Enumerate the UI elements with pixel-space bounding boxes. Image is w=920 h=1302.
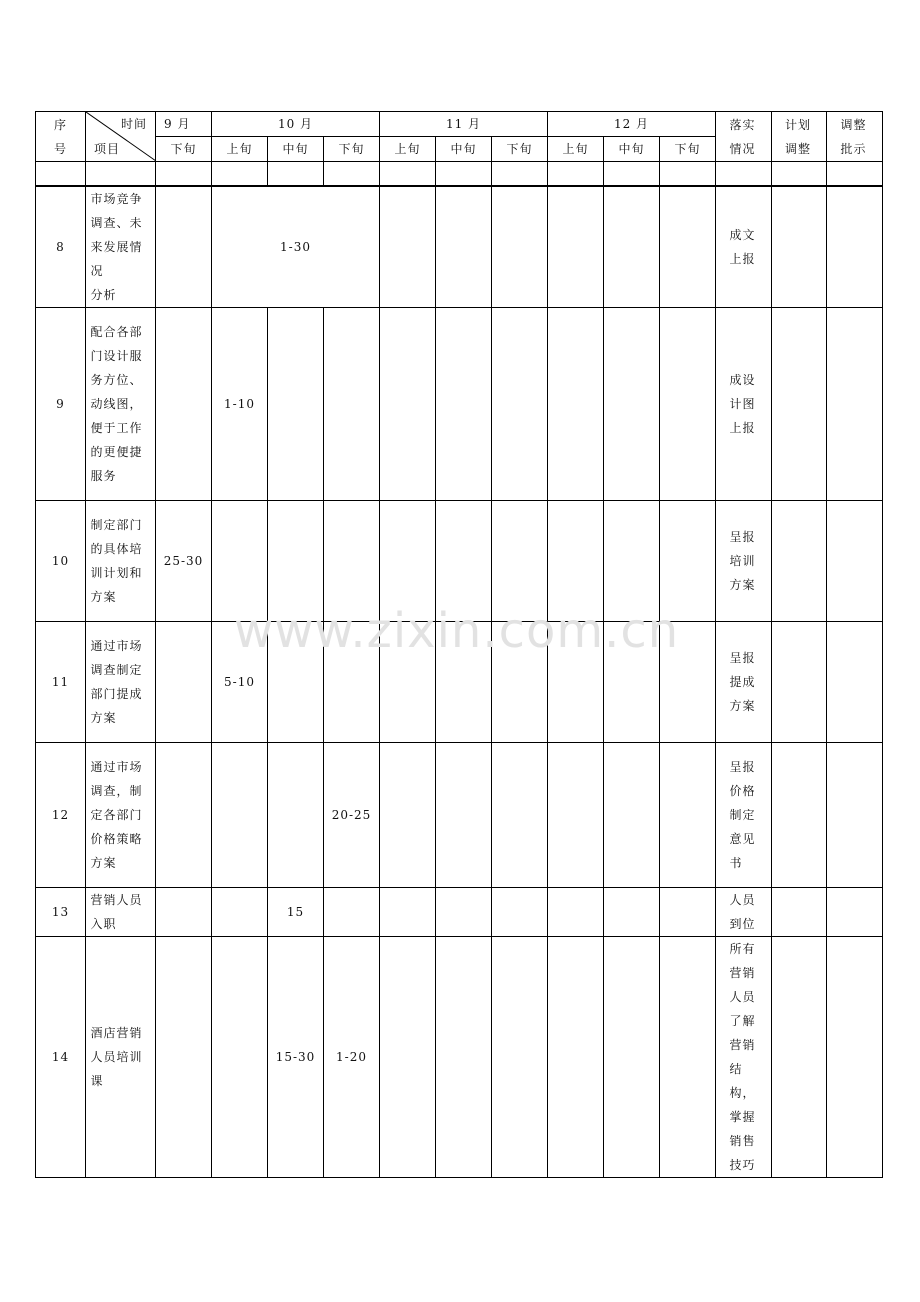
period-oct-early: 上旬 [212,137,268,162]
period-dec-late: 下旬 [660,137,716,162]
month-oct: 10 月 [212,112,380,137]
row-number: 11 [36,622,86,743]
header-row-months [36,112,883,137]
range-cell: 15-30 [268,937,324,1178]
status-cell: 成文 上报 [716,186,772,308]
range-cell: 5-10 [212,622,268,743]
blank-row [36,162,883,187]
table-row [36,622,883,743]
period-sep-late: 下旬 [156,137,212,162]
plan-adjust-header: 计划 调整 [772,112,827,162]
period-dec-early: 上旬 [548,137,604,162]
period-nov-early: 上旬 [380,137,436,162]
status-cell: 所有 营销 人员 了解 营销 结构， 掌握 销售 技巧 [716,937,772,1178]
item-cell: 制定部门的具体培训计划和 方案 [86,501,156,622]
status-cell: 呈报 培训 方案 [716,501,772,622]
row-number: 13 [36,888,86,937]
row-number: 14 [36,937,86,1178]
range-cell: 1-20 [324,937,380,1178]
range-cell: 25-30 [156,501,212,622]
period-nov-mid: 中旬 [436,137,492,162]
row-number: 10 [36,501,86,622]
corner-item-label: 项目 [94,142,121,156]
month-nov: 11 月 [380,112,548,137]
status-cell: 成设 计图 上报 [716,308,772,501]
row-number: 9 [36,308,86,501]
watermark-text: www.zixin.com.cn [234,603,680,659]
status-cell: 呈报 价格 制定 意见 书 [716,743,772,888]
range-cell: 1-10 [212,308,268,501]
corner-header [86,112,156,162]
month-sep: 9 月 [156,112,212,137]
period-oct-mid: 中旬 [268,137,324,162]
table-row [36,743,883,888]
corner-time-label: 时间 [120,117,147,131]
item-cell: 酒店营销人员培训课 [86,937,156,1178]
seq-header: 序 号 [36,112,86,162]
range-cell: 1-30 [212,186,380,308]
table-row [36,308,883,501]
table-row [36,501,883,622]
item-cell: 市场竞争调查、未来发展情况 分析 [86,186,156,308]
approve-header: 调整 批示 [827,112,883,162]
table-row [36,937,883,1178]
period-dec-mid: 中旬 [604,137,660,162]
item-cell: 通过市场调查制定部门提成 方案 [86,622,156,743]
period-oct-late: 下旬 [324,137,380,162]
status-cell: 呈报 提成 方案 [716,622,772,743]
schedule-table [35,111,883,1178]
item-cell: 营销人员入职 [86,888,156,937]
range-cell: 15 [268,888,324,937]
status-cell: 人员 到位 [716,888,772,937]
item-cell: 配合各部门设计服务方位、动线图，便于工作的更便捷服务 [86,308,156,501]
item-cell: 通过市场调查，制定各部门价格策略 方案 [86,743,156,888]
table-row [36,186,883,308]
period-nov-late: 下旬 [492,137,548,162]
table-row [36,888,883,937]
month-dec: 12 月 [548,112,716,137]
impl-header: 落实 情况 [716,112,772,162]
range-cell: 20-25 [324,743,380,888]
row-number: 8 [36,186,86,308]
row-number: 12 [36,743,86,888]
